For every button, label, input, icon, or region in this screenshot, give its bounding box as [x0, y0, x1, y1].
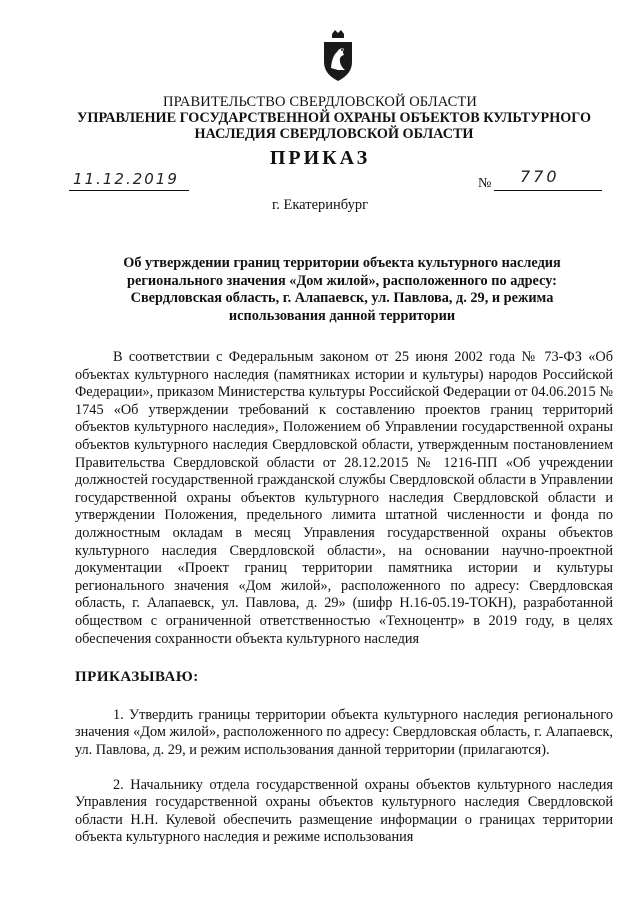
department-name: УПРАВЛЕНИЕ ГОСУДАРСТВЕННОЙ ОХРАНЫ ОБЪЕКТОВ КУЛЬТУРНОГО НАСЛЕДИЯ СВЕРДЛОВСКОЙ ОБЛАСТИ	[77, 110, 591, 142]
order-item-text: 1. Утвердить границы территории объекта культурного наследия регионального значения «Дом жилой», расположенного по адресу: Свердловская область, г. Алапаевск, ул. Павлова, д. 29, и режим использования данной территории (прилагаются).	[75, 707, 613, 758]
order-item-2	[75, 777, 613, 847]
preamble	[75, 349, 613, 648]
sverdlovsk-coat-of-arms-icon	[318, 30, 358, 82]
preamble-paragraph: В соответствии с Федеральным законом от 25 июня 2002 года № 73-ФЗ «Об объектах культурного наследия (памятниках истории и культуры) народов Российской Федерации», приказом Министерства культуры Российской Федерации от 04.06.2015 № 1745 «Об утверждении требований к составлению проектов границ территорий объектов культурного наследия», Положением об Управлении государственной охраны объектов культурного наследия Свердловской области, утвержденным постановлением Правительства Свердловской области от 28.12.2015 № 1216-ПП «Об учреждении должностей государственной гражданской службы Свердловской области в Управлении государственной охраны объектов культурного наследия Свердловской области и утверждении Положения, предельного лимита штатной численности и фонда по должностным окладам в месяц Управления государственной охраны объектов культурного наследия Свердловской области», на основании научно-проектной документации «Проект границ территории памятника истории и культуры регионального значения «Дом жилой», расположенного по адресу: Свердловская область, г. Алапаевск, ул. Павлова, д. 29» (шифр Н.16-05.19-ТОКН), разработанной обществом с ограниченной ответственностью «Техноцентр» в 2019 году, в целях обеспечения сохранности объекта культурного наследия	[75, 349, 613, 647]
order-item-1	[75, 707, 613, 759]
order-subject: Об утверждении границ территории объекта культурного наследия регионального значения «Дом жилой», расположенного по адресу: Свердловская область, г. Алапаевск, ул. Павлова, д. 29, и режима использования данной территории	[123, 255, 561, 324]
order-date: 11.12.2019	[73, 170, 179, 188]
number-label: №	[478, 176, 492, 191]
order-number: 770	[520, 167, 560, 186]
city: г. Екатеринбург	[271, 197, 369, 213]
government-name: ПРАВИТЕЛЬСТВО СВЕРДЛОВСКОЙ ОБЛАСТИ	[163, 94, 477, 110]
document-type: ПРИКАЗ	[269, 147, 371, 169]
order-word: ПРИКАЗЫВАЮ:	[75, 669, 199, 685]
order-item-text: 2. Начальнику отдела государственной охраны объектов культурного наследия Управления государственной охраны объектов культурного наследия Свердловской области Н.Н. Кулевой обеспечить размещение информации о границах территории объекта культурного наследия и режиме использования	[75, 777, 613, 846]
